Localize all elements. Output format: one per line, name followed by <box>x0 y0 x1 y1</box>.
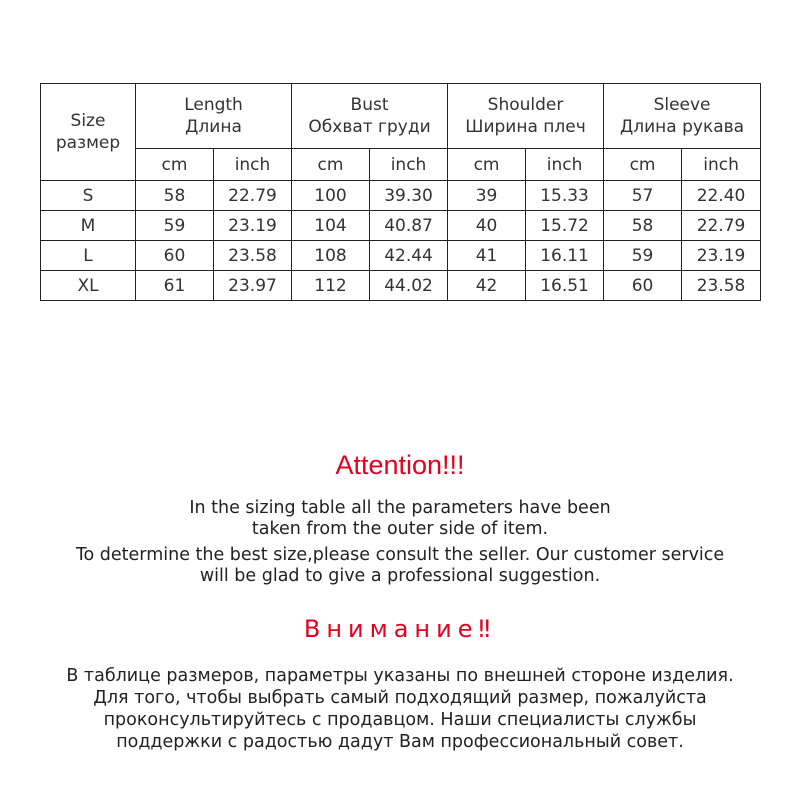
value-cell: 42 <box>448 271 526 301</box>
value-cell: 44.02 <box>370 271 448 301</box>
bust-header-ru: Обхват груди <box>308 117 431 137</box>
unit-cm-cell: cm <box>604 149 682 181</box>
value-cell: 39.30 <box>370 181 448 211</box>
value-cell: 41 <box>448 241 526 271</box>
notice-en-line: will be glad to give a professional suggestion. <box>199 566 601 586</box>
value-cell: 16.11 <box>526 241 604 271</box>
unit-inch-cell: inch <box>526 149 604 181</box>
unit-cm-cell: cm <box>136 149 214 181</box>
unit-cm-cell: cm <box>292 149 370 181</box>
unit-cm-cell: cm <box>448 149 526 181</box>
value-cell: 23.19 <box>682 241 761 271</box>
notice-en-paragraph-2 <box>0 545 800 587</box>
value-cell: 22.79 <box>214 181 292 211</box>
value-cell: 61 <box>136 271 214 301</box>
notice-ru-line: В таблице размеров, параметры указаны по внешней стороне изделия. <box>66 666 734 686</box>
value-cell: 59 <box>604 241 682 271</box>
table-row <box>41 241 761 271</box>
size-cell: M <box>41 211 136 241</box>
value-cell: 100 <box>292 181 370 211</box>
notice-en-line: In the sizing table all the parameters have been <box>189 498 611 518</box>
sleeve-header-cell <box>604 84 761 149</box>
size-cell: L <box>41 241 136 271</box>
notice-en-paragraph-1 <box>0 498 800 540</box>
size-header-ru: размер <box>55 133 121 153</box>
value-cell: 40.87 <box>370 211 448 241</box>
attention-title: Attention!!! <box>335 450 465 480</box>
value-cell: 16.51 <box>526 271 604 301</box>
unit-inch-cell: inch <box>370 149 448 181</box>
unit-header-row <box>41 149 761 181</box>
value-cell: 23.19 <box>214 211 292 241</box>
value-cell: 22.79 <box>682 211 761 241</box>
length-header-en: Length <box>184 95 243 115</box>
bust-header-cell <box>292 84 448 149</box>
value-cell: 57 <box>604 181 682 211</box>
unit-inch-cell: inch <box>214 149 292 181</box>
value-cell: 42.44 <box>370 241 448 271</box>
value-cell: 60 <box>136 241 214 271</box>
value-cell: 59 <box>136 211 214 241</box>
value-cell: 15.33 <box>526 181 604 211</box>
notice-ru-line: поддержки с радостью дадут Вам профессиональный совет. <box>116 732 684 752</box>
value-cell: 40 <box>448 211 526 241</box>
value-cell: 22.40 <box>682 181 761 211</box>
length-header-cell <box>136 84 292 149</box>
notice-ru-paragraph <box>0 665 800 753</box>
value-cell: 39 <box>448 181 526 211</box>
size-table <box>40 83 761 301</box>
value-cell: 60 <box>604 271 682 301</box>
table-row <box>41 211 761 241</box>
notice-en-line: taken from the outer side of item. <box>251 519 549 539</box>
notice-ru-line: Для того, чтобы выбрать самый подходящий размер, пожалуйста <box>93 688 707 708</box>
value-cell: 112 <box>292 271 370 301</box>
shoulder-header-cell <box>448 84 604 149</box>
table-header-row <box>41 84 761 149</box>
notice-ru-line: проконсультируйтесь с продавцом. Наши специалисты службы <box>103 710 697 730</box>
length-header-ru: Длина <box>185 117 242 137</box>
shoulder-header-ru: Ширина плеч <box>465 117 586 137</box>
notice-en-line: To determine the best size,please consult the seller. Our customer service <box>75 545 725 565</box>
sleeve-header-ru: Длина рукава <box>619 117 745 137</box>
bust-header-en: Bust <box>350 95 389 115</box>
value-cell: 23.58 <box>214 241 292 271</box>
size-header-cell <box>41 84 136 181</box>
unit-inch-cell: inch <box>682 149 761 181</box>
attention-title-ru: Внимание‼ <box>303 615 497 643</box>
table-row <box>41 181 761 211</box>
size-header-en: Size <box>70 111 106 131</box>
size-cell: S <box>41 181 136 211</box>
shoulder-header-en: Shoulder <box>487 95 564 115</box>
table-row <box>41 271 761 301</box>
sleeve-header-en: Sleeve <box>653 95 711 115</box>
value-cell: 23.97 <box>214 271 292 301</box>
value-cell: 15.72 <box>526 211 604 241</box>
size-cell: XL <box>41 271 136 301</box>
value-cell: 104 <box>292 211 370 241</box>
value-cell: 58 <box>604 211 682 241</box>
value-cell: 108 <box>292 241 370 271</box>
value-cell: 23.58 <box>682 271 761 301</box>
value-cell: 58 <box>136 181 214 211</box>
